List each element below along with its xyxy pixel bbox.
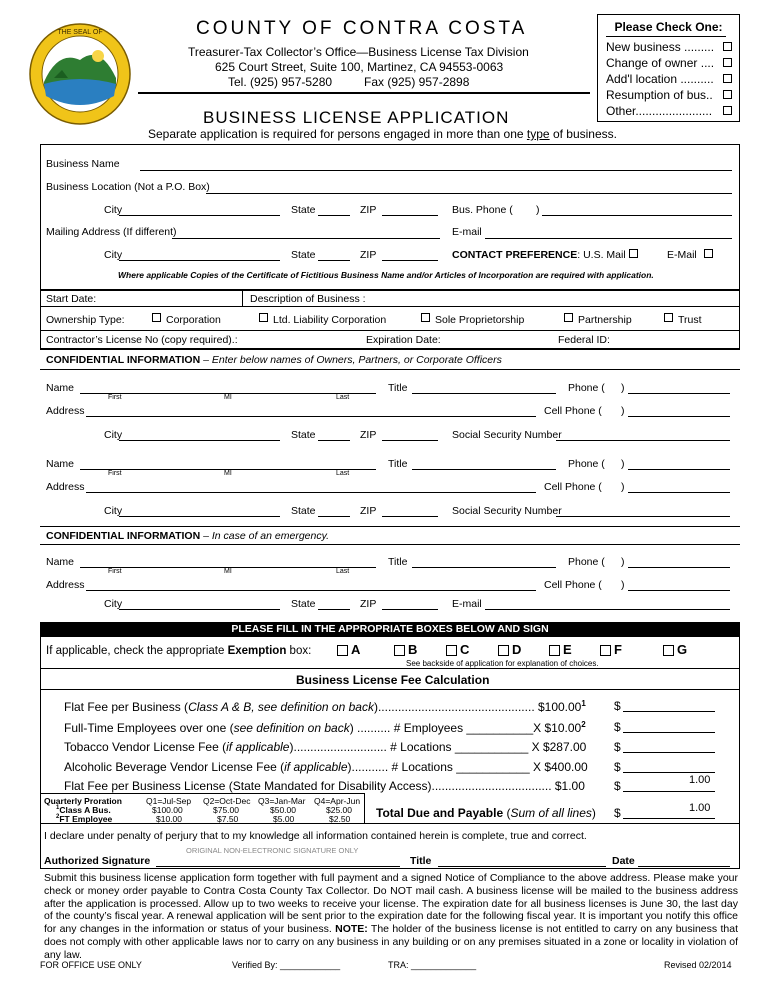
owner2-first-label: First bbox=[108, 470, 122, 477]
county-title: COUNTY OF CONTRA COSTA bbox=[196, 18, 528, 39]
exemption-b-checkbox[interactable] bbox=[394, 645, 405, 656]
option-change-owner: Change of owner .... bbox=[606, 56, 715, 70]
fee-row4-amount-field[interactable] bbox=[623, 772, 715, 773]
new-business-checkbox[interactable] bbox=[723, 42, 732, 51]
trust-checkbox[interactable] bbox=[664, 313, 673, 322]
total-dollar: $ bbox=[614, 806, 621, 820]
corporation-label: Corporation bbox=[166, 314, 221, 326]
seal-lettering: THE SEAL OF bbox=[57, 29, 103, 36]
q3-class-a: $50.00 bbox=[270, 805, 296, 815]
city-field[interactable] bbox=[119, 215, 280, 216]
exemption-b-label: B bbox=[408, 642, 418, 657]
sole-proprietorship-label: Sole Proprietorship bbox=[435, 314, 525, 326]
proration-ft-employee: $^2$FT Employee bbox=[56, 814, 113, 824]
q3-label: Q3=Jan-Mar bbox=[258, 796, 306, 806]
owner1-cell-field[interactable] bbox=[628, 416, 730, 417]
fee-row5-amount-field[interactable] bbox=[623, 791, 715, 792]
fee-row-flat-business: Flat Fee per Business (Class A & B, see definition on back)............................................... $100.00$^1$ bbox=[64, 699, 586, 714]
change-owner-checkbox[interactable] bbox=[723, 58, 732, 67]
q2-ft: $7.50 bbox=[217, 814, 239, 824]
option-resumption: Resumption of bus.. bbox=[606, 88, 713, 102]
q1-class-a: $100.00 bbox=[152, 805, 183, 815]
emergency-address-field[interactable] bbox=[86, 590, 536, 591]
emergency-city-label: City bbox=[104, 598, 123, 610]
exemption-a-label: A bbox=[351, 642, 361, 657]
emergency-zip-label: ZIP bbox=[360, 598, 377, 610]
ownership-label: Ownership Type: bbox=[46, 314, 125, 326]
exemption-note: See backside of application for explanation of choices. bbox=[406, 659, 599, 668]
owner1-city-label: City bbox=[104, 429, 123, 441]
emergency-title-field[interactable] bbox=[412, 567, 556, 568]
owner2-title-field[interactable] bbox=[412, 469, 556, 470]
contact-email-checkbox[interactable] bbox=[704, 249, 713, 258]
bus-phone-paren: ) bbox=[536, 204, 540, 216]
signature-title-label: Title bbox=[410, 855, 432, 867]
owner2-cell-label: Cell Phone ( bbox=[544, 481, 602, 493]
exemption-c-label: C bbox=[460, 642, 470, 657]
emergency-cell-field[interactable] bbox=[628, 590, 730, 591]
emergency-phone-label: Phone ( bbox=[568, 556, 605, 568]
revised-date: Revised 02/2014 bbox=[664, 960, 732, 970]
owner1-city-field[interactable] bbox=[119, 440, 280, 441]
mailing-zip-field[interactable] bbox=[382, 260, 438, 261]
confidential-heading-owners: CONFIDENTIAL INFORMATION – Enter below names of Owners, Partners, or Corporate Officers bbox=[46, 354, 502, 366]
fee-row-alcohol: Alcoholic Beverage Vendor License Fee (if applicable)........... # Locations ___________ X $400.00 bbox=[64, 760, 588, 774]
federal-id-label[interactable]: Federal ID: bbox=[558, 334, 610, 346]
panel-heading: Please Check One: bbox=[614, 20, 723, 34]
owner2-city-field[interactable] bbox=[119, 516, 280, 517]
owner1-title-field[interactable] bbox=[412, 393, 556, 394]
q4-label: Q4=Apr-Jun bbox=[314, 796, 361, 806]
bus-phone-field[interactable] bbox=[542, 215, 732, 216]
fee-row3-amount-field[interactable] bbox=[623, 752, 715, 753]
mailing-zip-label: ZIP bbox=[360, 249, 377, 261]
q2-class-a: $75.00 bbox=[213, 805, 239, 815]
emergency-last-label: Last bbox=[336, 568, 350, 575]
contact-us-mail-checkbox[interactable] bbox=[629, 249, 638, 258]
owner1-state-label: State bbox=[291, 429, 316, 441]
fill-and-sign-banner: PLEASE FILL IN THE APPROPRIATE BOXES BELOW AND SIGN bbox=[40, 622, 740, 637]
business-name-label: Business Name bbox=[46, 158, 120, 170]
emergency-title-label: Title bbox=[388, 556, 408, 568]
fee-row1-amount-field[interactable] bbox=[623, 711, 715, 712]
exemption-c-checkbox[interactable] bbox=[446, 645, 457, 656]
emergency-first-label: First bbox=[108, 568, 122, 575]
llc-label: Ltd. Liability Corporation bbox=[273, 314, 387, 326]
owner1-last-label: Last bbox=[336, 394, 350, 401]
owner1-ssn-label: Social Security Number bbox=[452, 429, 562, 441]
zip-field[interactable] bbox=[382, 215, 438, 216]
trust-label: Trust bbox=[678, 314, 702, 326]
emergency-zip-field[interactable] bbox=[382, 609, 438, 610]
mailing-state-label: State bbox=[291, 249, 316, 261]
emergency-mi-label: MI bbox=[224, 568, 232, 575]
office-address: 625 Court Street, Suite 100, Martinez, CA 94553-0063 bbox=[215, 60, 504, 74]
application-type-panel bbox=[597, 14, 740, 122]
owner2-phone-field[interactable] bbox=[628, 469, 730, 470]
owner2-zip-label: ZIP bbox=[360, 505, 377, 517]
header-rule bbox=[138, 92, 590, 94]
fee-row-disability: Flat Fee per Business License (State Mandated for Disability Access).................................... $1.00 bbox=[64, 779, 585, 793]
sole-proprietorship-checkbox[interactable] bbox=[421, 313, 430, 322]
contact-email-label: E-Mail bbox=[667, 249, 697, 261]
original-signature-note: ORIGINAL NON-ELECTRONIC SIGNATURE ONLY bbox=[186, 846, 359, 855]
submission-instructions: Submit this business license application form together with full payment and a signed Notice of Compliance to the above address. Please make your check or money order payable to Contra Costa County Tax Collector. Do NOT mail cash. A business license will be mailed to the business address after the application is processed. Allow up to two weeks to receive your license. The expiration date for all business licenses is June 30, the last day of the county’s fiscal year. A renewal application will be sent prior to the expiration date for the following fiscal year. It is important you notify this office for any changes in the information or status of your business. NOTE: The holder of the business license is not entitled to carry on any business that does not comply with other applicable laws nor to carry on any business in any building or on any premises situated in a zone or locality in violation of any law. bbox=[44, 872, 738, 961]
additional-location-checkbox[interactable] bbox=[723, 74, 732, 83]
contractor-license-label[interactable]: Contractor’s License No (copy required).: bbox=[46, 334, 238, 346]
email-label: E-mail bbox=[452, 226, 482, 238]
mailing-state-field[interactable] bbox=[318, 260, 350, 261]
authorized-signature-field[interactable] bbox=[156, 866, 400, 867]
exemption-a-checkbox[interactable] bbox=[337, 645, 348, 656]
owner2-state-field[interactable] bbox=[318, 516, 350, 517]
emergency-email-label: E-mail bbox=[452, 598, 482, 610]
owner1-title-label: Title bbox=[388, 382, 408, 394]
q1-label: Q1=Jul-Sep bbox=[146, 796, 192, 806]
mailing-field[interactable] bbox=[172, 238, 440, 239]
owner2-address-field[interactable] bbox=[86, 492, 536, 493]
emergency-email-field[interactable] bbox=[485, 609, 730, 610]
emergency-phone-paren: ) bbox=[621, 556, 625, 568]
owner2-city-label: City bbox=[104, 505, 123, 517]
owner1-phone-field[interactable] bbox=[628, 393, 730, 394]
partnership-checkbox[interactable] bbox=[564, 313, 573, 322]
exemption-e-checkbox[interactable] bbox=[549, 645, 560, 656]
city-label: City bbox=[104, 204, 123, 216]
mailing-city-field[interactable] bbox=[119, 260, 280, 261]
owner1-cell-paren: ) bbox=[621, 405, 625, 417]
fee-row-employees: Full-Time Employees over one (see definition on back) .......... # Employees __________X $10.00$^2$ bbox=[64, 720, 586, 735]
state-label: State bbox=[291, 204, 316, 216]
llc-checkbox[interactable] bbox=[259, 313, 268, 322]
office-phone: Tel. (925) 957-5280 bbox=[228, 75, 333, 89]
q4-class-a: $25.00 bbox=[326, 805, 352, 815]
owner1-address-field[interactable] bbox=[86, 416, 536, 417]
fee-row2-dollar: $ bbox=[614, 720, 621, 734]
office-use-label: FOR OFFICE USE ONLY bbox=[40, 960, 142, 970]
emergency-state-label: State bbox=[291, 598, 316, 610]
exemption-g-label: G bbox=[677, 642, 688, 657]
partnership-label: Partnership bbox=[578, 314, 632, 326]
exemption-d-checkbox[interactable] bbox=[498, 645, 509, 656]
owner2-mi-label: MI bbox=[224, 470, 232, 477]
disability-fee-value: 1.00 bbox=[689, 774, 711, 786]
signature-date-field[interactable] bbox=[638, 866, 730, 867]
start-date-label[interactable]: Start Date: bbox=[46, 293, 97, 305]
fictitious-note: Where applicable Copies of the Certificate of Fictitious Business Name and/or Articles of Incorporation are required with application. bbox=[118, 270, 654, 280]
owner2-zip-field[interactable] bbox=[382, 516, 438, 517]
owner1-name-label: Name bbox=[46, 382, 75, 394]
mailing-city-label: City bbox=[104, 249, 123, 261]
owner2-title-label: Title bbox=[388, 458, 408, 470]
q4-ft: $2.50 bbox=[329, 814, 351, 824]
fee-row2-amount-field[interactable] bbox=[623, 732, 715, 733]
bus-phone-label: Bus. Phone ( bbox=[452, 204, 513, 216]
office-fax: Fax (925) 957-2898 bbox=[364, 75, 470, 89]
owner2-ssn-field[interactable] bbox=[556, 516, 730, 517]
office-name: Treasurer-Tax Collector’s Office—Business License Tax Division bbox=[188, 45, 529, 59]
expiration-label[interactable]: Expiration Date: bbox=[366, 334, 441, 346]
emergency-state-field[interactable] bbox=[318, 609, 350, 610]
application-title: BUSINESS LICENSE APPLICATION bbox=[203, 108, 510, 127]
owner1-zip-field[interactable] bbox=[382, 440, 438, 441]
signature-date-label: Date bbox=[612, 855, 635, 867]
option-additional-location: Add'l location .......... bbox=[606, 72, 714, 86]
mailing-label: Mailing Address (If different) bbox=[46, 226, 177, 238]
exemption-f-checkbox[interactable] bbox=[600, 645, 611, 656]
owner2-cell-paren: ) bbox=[621, 481, 625, 493]
owner2-ssn-label: Social Security Number bbox=[452, 505, 562, 517]
contact-preference: CONTACT PREFERENCE: U.S. Mail bbox=[452, 249, 626, 261]
authorized-signature-label: Authorized Signature bbox=[44, 855, 151, 867]
emergency-phone-field[interactable] bbox=[628, 567, 730, 568]
owner1-ssn-field[interactable] bbox=[556, 440, 730, 441]
total-amount-field[interactable] bbox=[623, 818, 715, 819]
total-due-label: Total Due and Payable (Sum of all lines) bbox=[376, 806, 596, 820]
owner2-name-label: Name bbox=[46, 458, 75, 470]
total-amount-value: 1.00 bbox=[689, 802, 711, 814]
emergency-city-field[interactable] bbox=[119, 609, 280, 610]
fee-row1-dollar: $ bbox=[614, 699, 621, 713]
emergency-cell-paren: ) bbox=[621, 579, 625, 591]
business-location-field[interactable] bbox=[206, 193, 732, 194]
owner2-state-label: State bbox=[291, 505, 316, 517]
option-other: Other....................... bbox=[606, 104, 713, 118]
corporation-checkbox[interactable] bbox=[152, 313, 161, 322]
fee-heading: Business License Fee Calculation bbox=[296, 673, 490, 687]
owner2-phone-label: Phone ( bbox=[568, 458, 605, 470]
exemption-g-checkbox[interactable] bbox=[663, 645, 674, 656]
zip-label: ZIP bbox=[360, 204, 377, 216]
proration-class-a: $^1$Class A Bus. bbox=[56, 805, 111, 815]
perjury-declaration: I declare under penalty of perjury that to my knowledge all information contained herein is complete, true and correct. bbox=[44, 830, 587, 842]
signature-title-field[interactable] bbox=[438, 866, 606, 867]
resumption-checkbox[interactable] bbox=[723, 90, 732, 99]
business-location-label: Business Location (Not a P.O. Box) bbox=[46, 181, 210, 193]
exemption-e-label: E bbox=[563, 642, 572, 657]
owner1-address-label: Address bbox=[46, 405, 85, 417]
owner1-phone-paren: ) bbox=[621, 382, 625, 394]
confidential-heading-emergency: CONFIDENTIAL INFORMATION – In case of an emergency. bbox=[46, 530, 329, 542]
option-new-business: New business ......... bbox=[606, 40, 715, 54]
emergency-name-label: Name bbox=[46, 556, 75, 568]
other-checkbox[interactable] bbox=[723, 106, 732, 115]
fee-row5-dollar: $ bbox=[614, 779, 621, 793]
business-name-field[interactable] bbox=[140, 170, 732, 171]
exemption-label: If applicable, check the appropriate Exemption box: bbox=[46, 645, 312, 657]
email-field[interactable] bbox=[485, 238, 732, 239]
exemption-d-label: D bbox=[512, 642, 522, 657]
state-field[interactable] bbox=[318, 215, 350, 216]
owner2-last-label: Last bbox=[336, 470, 350, 477]
business-info-box bbox=[40, 144, 740, 291]
exemption-f-label: F bbox=[614, 642, 622, 657]
description-label[interactable]: Description of Business : bbox=[250, 293, 366, 305]
owner2-cell-field[interactable] bbox=[628, 492, 730, 493]
owner2-address-label: Address bbox=[46, 481, 85, 493]
tra-field[interactable]: TRA: _____________ bbox=[388, 960, 477, 970]
owner1-phone-label: Phone ( bbox=[568, 382, 605, 394]
fee-row3-dollar: $ bbox=[614, 740, 621, 754]
county-seal bbox=[28, 22, 132, 126]
owner2-phone-paren: ) bbox=[621, 458, 625, 470]
verified-by-field[interactable]: Verified By: ____________ bbox=[232, 960, 341, 970]
owner1-state-field[interactable] bbox=[318, 440, 350, 441]
fee-row4-dollar: $ bbox=[614, 760, 621, 774]
owner1-mi-label: MI bbox=[224, 394, 232, 401]
owner1-zip-label: ZIP bbox=[360, 429, 377, 441]
proration-label: Quarterly Proration bbox=[44, 796, 122, 806]
owner1-cell-label: Cell Phone ( bbox=[544, 405, 602, 417]
fee-row-tobacco: Tobacco Vendor License Fee (if applicable)............................ # Locations ___________ X $287.00 bbox=[64, 740, 587, 754]
emergency-cell-label: Cell Phone ( bbox=[544, 579, 602, 591]
owner1-first-label: First bbox=[108, 394, 122, 401]
q1-ft: $10.00 bbox=[156, 814, 182, 824]
separate-note: Separate application is required for persons engaged in more than one type of business. bbox=[148, 127, 617, 141]
q2-label: Q2=Oct-Dec bbox=[203, 796, 251, 806]
emergency-address-label: Address bbox=[46, 579, 85, 591]
q3-ft: $5.00 bbox=[273, 814, 295, 824]
